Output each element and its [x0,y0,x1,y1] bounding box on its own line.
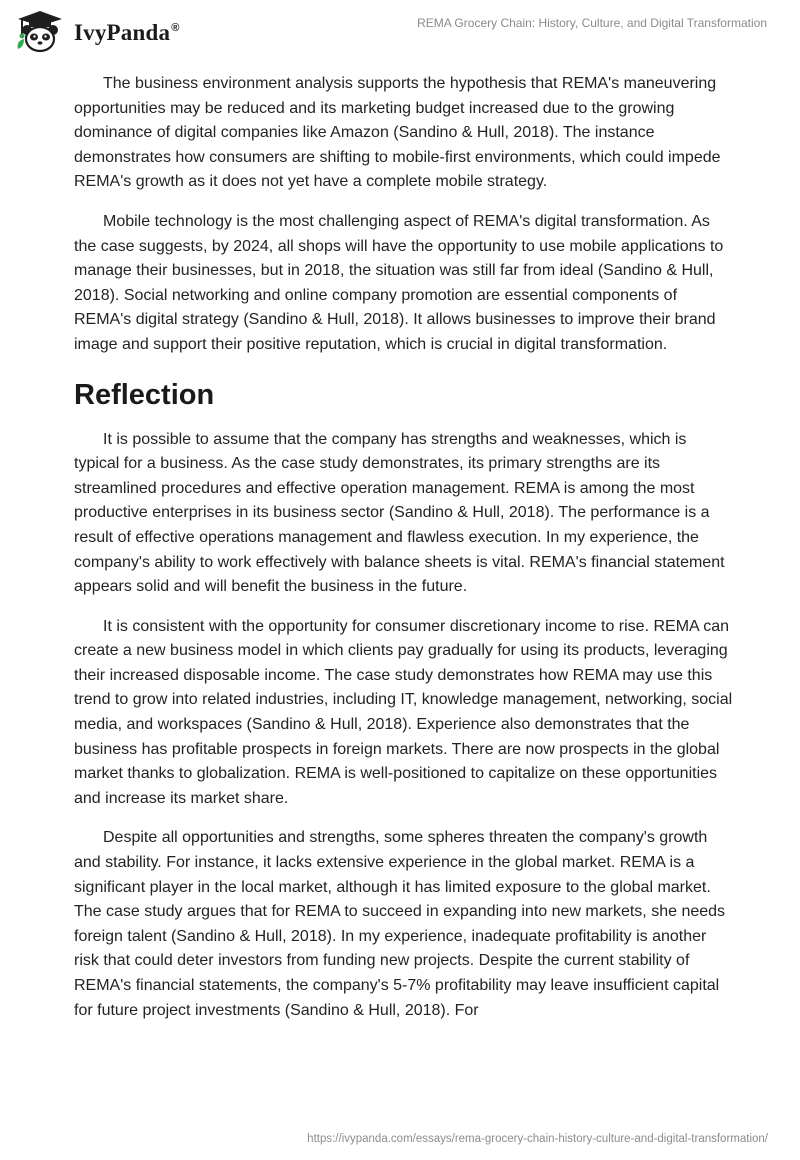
paragraph: The business environment analysis supports the hypothesis that REMA's maneuvering opportunities may be reduced and its marketing budget increased due to the growing dominance of digital companies like Amazon (Sandino & Hull, 2018). The instance demonstrates how consumers are shifting to mobile-first environments, which could impede REMA's growth as it does not yet have a complete mobile strategy. [74,75,721,191]
logo-wordmark: IvyPanda® [74,20,180,45]
paragraph: Despite all opportunities and strengths, some spheres threaten the company's growth and stability. For instance, it lacks extensive experience in the global market. REMA is a significant player in the local market, although it has limited exposure to the global market. The case study argues that for REMA to succeed in expanding into new markets, she needs foreign talent (Sandino & Hull, 2018). In my experience, inadequate profitability is another risk that could deter investors from funding new projects. Despite the current stability of REMA's financial statements, the company's 5-7% profitability may leave insufficient capital for future project investments (Sandino & Hull, 2018). For [74,829,726,1019]
paragraph: It is possible to assume that the company has strengths and weaknesses, which is typical for a business. As the case study demonstrates, its primary strengths are its streamlined procedures and effective operation management. REMA is among the most productive enterprises in its business sector (Sandino & Hull, 2018). The performance is a result of effective operations management and flawless execution. In my experience, the company's ability to work effectively with balance sheets is vital. REMA's financial statement appears solid and will benefit the business in the future. [74,430,725,596]
paragraph: It is consistent with the opportunity for consumer discretionary income to rise. REMA can create a new business model in which clients pay gradually for using its products, leveraging their increased disposable income. The case study demonstrates how REMA may use this trend to grow into related industries, including IT, knowledge management, networking, social media, and workspaces (Sandino & Hull, 2018). Experience also demonstrates that the business has profitable prospects in foreign markets. There are now prospects in the global market thanks to globalization. REMA is well-positioned to capitalize on these opportunities and increase its market share. [74,617,733,807]
page-header [0,0,800,60]
paragraph: Mobile technology is the most challenging aspect of REMA's digital transformation. As the case suggests, by 2024, all shops will have the opportunity to use mobile applications to manage their businesses, but in 2018, the situation was still far from ideal (Sandino & Hull, 2018). Social networking and online company promotion are essential components of REMA's digital strategy (Sandino & Hull, 2018). It allows businesses to improve their brand image and support their positive reputation, which is crucial in digital transformation. [74,212,724,353]
document-running-title: REMA Grocery Chain: History, Culture, and Digital Transformation [417,16,767,30]
ivypanda-logo[interactable] [14,9,180,53]
source-url[interactable]: https://ivypanda.com/essays/rema-grocery-chain-history-culture-and-digital-transformation/ [307,1133,768,1145]
panda-graduate-icon [14,9,66,53]
section-heading-reflection: Reflection [74,378,215,411]
essay-body [74,72,734,1038]
